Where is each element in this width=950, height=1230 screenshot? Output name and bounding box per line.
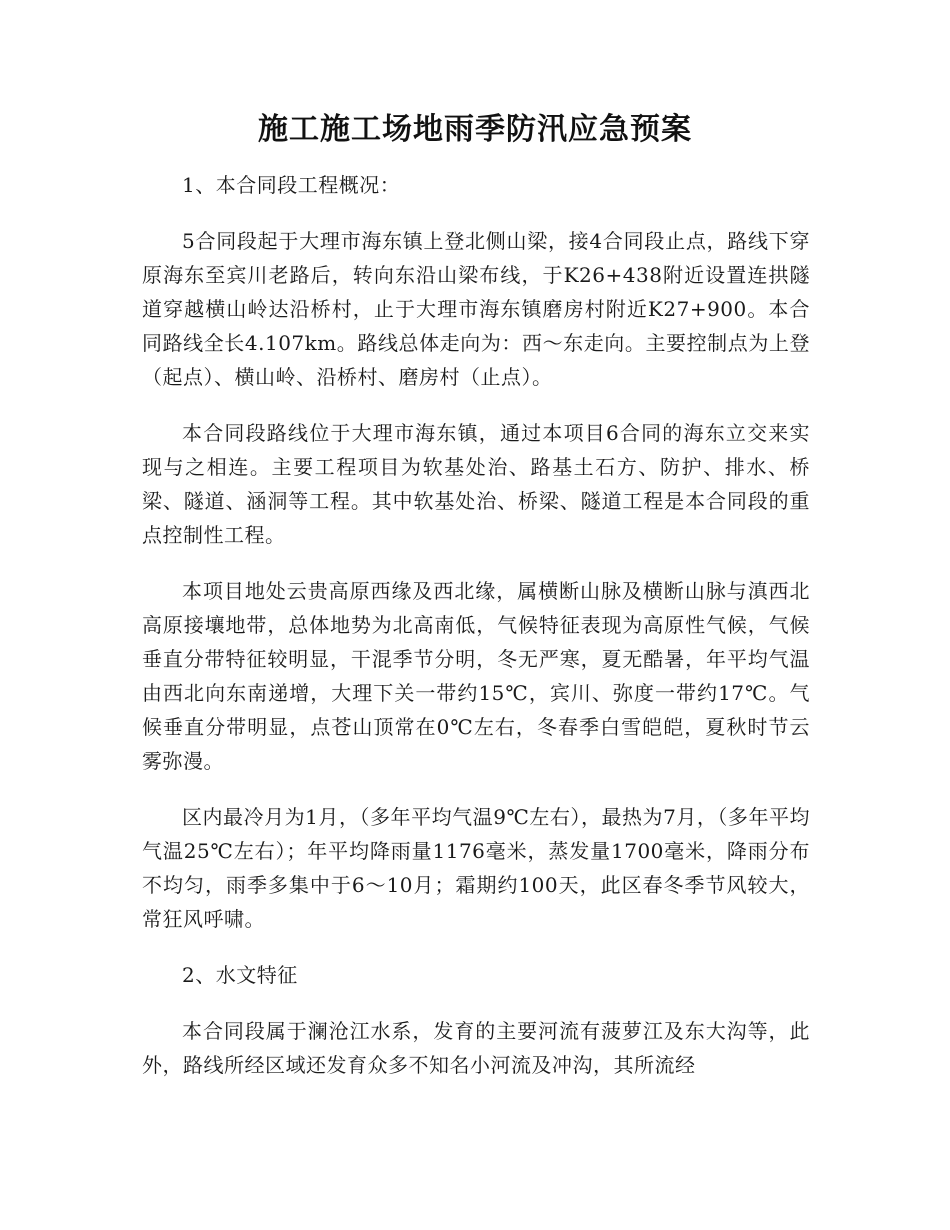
paragraph-water-system: 本合同段属于澜沧江水系，发育的主要河流有菠萝江及东大沟等，此外，路线所经区域还发育众多不知名小河流及冲沟，其所流经: [142, 1019, 810, 1077]
document-body: [142, 168, 810, 1104]
paragraph-route-description: 5合同段起于大理市海东镇上登北侧山梁，接4合同段止点，路线下穿原海东至宾川老路后，转向东沿山梁布线，于K26+438附近设置连拱隧道穿越横山岭达沿桥村，止于大理市海东镇磨房村附近K27+900。本合同路线全长4.107km。路线总体走向为：西～东走向。主要控制点为上登（起点）、横山岭、沿桥村、磨房村（止点）。: [142, 229, 810, 389]
paragraph-project-items: 本合同段路线位于大理市海东镇，通过本项目6合同的海东立交来实现与之相连。主要工程项目为软基处治、路基土石方、防护、排水、桥梁、隧道、涵洞等工程。其中软基处治、桥梁、隧道工程是本合同段的重点控制性工程。: [142, 421, 810, 547]
document-title: 施工施工场地雨季防汛应急预案: [258, 112, 692, 147]
paragraph-temperature-rainfall: 区内最冷月为1月，（多年平均气温9℃左右），最热为7月，（多年平均气温25℃左右）；年平均降雨量1176毫米，蒸发量1700毫米，降雨分布不均匀，雨季多集中于6～10月；霜期约100天，此区春冬季节风较大，常狂风呼啸。: [142, 805, 810, 931]
section-heading-project-overview: 1、本合同段工程概况：: [182, 173, 401, 197]
paragraph-climate: 本项目地处云贵高原西缘及西北缘，属横断山脉及横断山脉与滇西北高原接壤地带，总体地势为北高南低，气候特征表现为高原性气候，气候垂直分带特征较明显，干混季节分明，冬无严寒，夏无酷暑，年平均气温由西北向东南递增，大理下关一带约15℃，宾川、弥度一带约17℃。气候垂直分带明显，点苍山顶常在0℃左右，冬春季白雪皑皑，夏秋时节云雾弥漫。: [142, 579, 810, 773]
section-heading-hydrology: 2、水文特征: [182, 963, 298, 987]
